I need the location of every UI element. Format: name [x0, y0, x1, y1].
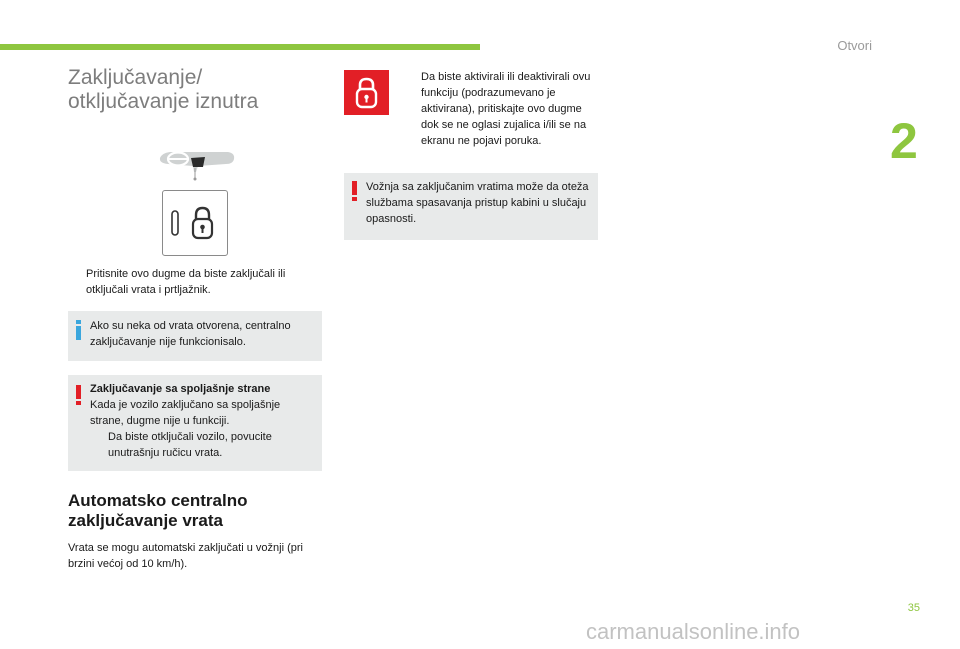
section-title: Otvori	[837, 38, 872, 53]
info-text: Ako su neka od vrata otvorena, centralno zaključavanje nije funkcionisalo.	[90, 320, 291, 348]
heading2-line-2: zaključavanje vrata	[68, 511, 223, 530]
lock-icon	[344, 70, 389, 115]
warning-title: Zaključavanje sa spoljašnje strane	[90, 383, 271, 395]
heading-line-1: Zaključavanje/	[68, 66, 203, 89]
dashboard-illustration	[158, 150, 236, 182]
section-heading	[68, 66, 258, 114]
heading2-line-1: Automatsko centralno	[68, 491, 248, 510]
bullet-text: Da biste aktivirali ili deaktivirali ovu funkciju (podrazumevano je aktivirana), pritiskajte ovo dugme dok se ne oglasi zujalica i/ili se na ekranu ne pojavi poruka.	[421, 71, 591, 147]
accent-bar	[0, 44, 480, 50]
info-icon	[76, 320, 82, 340]
info-box	[68, 311, 322, 361]
instruction-bullet	[68, 266, 318, 298]
chapter-number: 2	[890, 113, 918, 169]
warning-text-2: Vožnja sa zaključanim vratima može da oteža službama spasavanja pristup kabini u slučaju opasnosti.	[366, 181, 589, 225]
warning-content	[90, 381, 316, 461]
lock-icon	[163, 191, 226, 254]
warning-text: Kada je vozilo zaključano sa spoljašnje strane, dugme nije u funkciji.	[90, 399, 281, 427]
watermark: carmanualsonline.info	[586, 619, 801, 644]
section-heading-2	[68, 491, 247, 531]
warning-bullet-text: Da biste otključali vozilo, povucite unutrašnju ručicu vrata.	[108, 431, 272, 459]
warning-bullet	[90, 429, 316, 461]
heading-line-2: otključavanje iznutra	[68, 90, 259, 113]
warning-box	[68, 375, 322, 471]
page-number: 35	[907, 602, 920, 614]
warning-icon	[352, 181, 358, 201]
warning-icon	[76, 385, 82, 405]
bullet-text: Pritisnite ovo dugme da biste zaključali ili otključali vrata i prtljažnik.	[86, 268, 286, 296]
auto-lock-paragraph: Vrata se mogu automatski zaključati u vožnji (pri brzini većoj od 10 km/h).	[68, 542, 303, 570]
central-lock-button-illustration	[162, 190, 228, 256]
function-toggle-bullet	[397, 69, 599, 149]
warning-box-2	[344, 173, 598, 240]
lock-icon-tile	[344, 70, 389, 115]
